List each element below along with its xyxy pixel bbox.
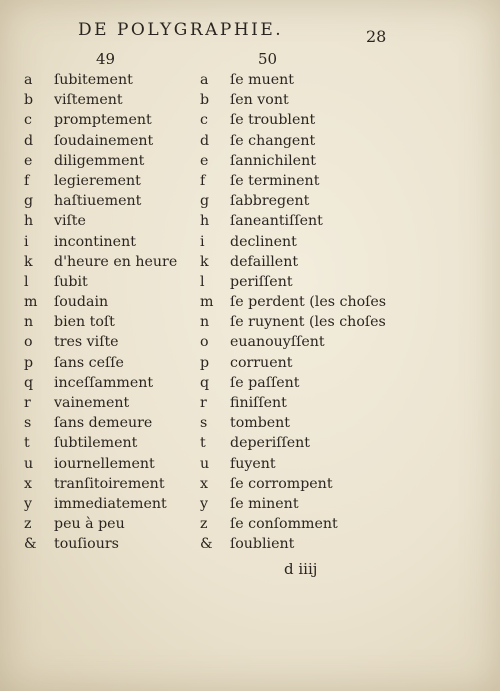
cipher-word: tranſitoirement bbox=[54, 475, 165, 492]
cipher-letter: i bbox=[200, 233, 205, 250]
list-item bbox=[200, 534, 380, 554]
cipher-letter: h bbox=[200, 213, 210, 230]
list-item bbox=[24, 454, 204, 474]
cipher-letter: m bbox=[24, 294, 38, 311]
cipher-word: deperiſſent bbox=[230, 435, 311, 452]
running-title: DE POLYGRAPHIE. bbox=[78, 20, 284, 40]
cipher-letter: p bbox=[200, 354, 210, 371]
cipher-word: ſoudainement bbox=[54, 132, 154, 149]
cipher-word: ſannichilent bbox=[230, 152, 316, 169]
cipher-word: ſans ceſſe bbox=[54, 354, 124, 371]
cipher-word: viſtement bbox=[54, 92, 123, 109]
list-item bbox=[24, 433, 204, 453]
word-column-left bbox=[24, 70, 204, 555]
list-item bbox=[24, 353, 204, 373]
cipher-word: ſe conſomment bbox=[230, 516, 338, 533]
cipher-letter: m bbox=[200, 294, 214, 311]
cipher-word: periſſent bbox=[230, 273, 293, 290]
column-number-right: 50 bbox=[258, 50, 278, 68]
list-item bbox=[200, 110, 380, 130]
cipher-letter: t bbox=[24, 435, 30, 452]
cipher-letter: s bbox=[200, 415, 208, 432]
list-item bbox=[24, 413, 204, 433]
cipher-letter: r bbox=[24, 395, 31, 411]
cipher-word: ſe muent bbox=[230, 72, 294, 88]
cipher-letter: o bbox=[24, 334, 33, 351]
cipher-word: tres viſte bbox=[54, 334, 119, 351]
list-item bbox=[200, 454, 380, 474]
list-item bbox=[24, 252, 204, 272]
list-item bbox=[200, 191, 380, 211]
cipher-letter: f bbox=[200, 172, 206, 189]
cipher-letter: k bbox=[24, 253, 33, 270]
cipher-word: ſe minent bbox=[230, 495, 299, 512]
cipher-letter: r bbox=[200, 395, 207, 411]
cipher-word: corruent bbox=[230, 354, 293, 371]
cipher-letter: g bbox=[200, 193, 210, 210]
cipher-word: iournellement bbox=[54, 455, 155, 472]
list-item bbox=[24, 151, 204, 171]
cipher-letter: d bbox=[24, 132, 34, 149]
cipher-word: ſe paſſent bbox=[230, 374, 300, 391]
cipher-letter: x bbox=[200, 475, 209, 492]
cipher-word: d'heure en heure bbox=[54, 253, 178, 270]
cipher-letter: c bbox=[200, 112, 208, 129]
cipher-letter: u bbox=[200, 455, 210, 472]
cipher-word: ſen vont bbox=[230, 92, 289, 109]
cipher-letter: n bbox=[24, 314, 34, 331]
list-item bbox=[200, 252, 380, 272]
list-item bbox=[24, 474, 204, 494]
list-item bbox=[200, 413, 380, 433]
cipher-word: peu à peu bbox=[54, 516, 125, 533]
cipher-word: finiſſent bbox=[230, 395, 287, 411]
list-item bbox=[24, 312, 204, 332]
signature-mark: d iiij bbox=[284, 560, 318, 578]
cipher-letter: u bbox=[24, 455, 34, 472]
cipher-letter: q bbox=[24, 374, 34, 391]
list-item bbox=[24, 272, 204, 292]
list-item bbox=[200, 70, 380, 90]
list-item bbox=[200, 272, 380, 292]
list-item bbox=[200, 131, 380, 151]
cipher-word: incontinent bbox=[54, 233, 136, 250]
cipher-letter: h bbox=[24, 213, 34, 230]
cipher-word: bien toſt bbox=[54, 314, 115, 331]
cipher-letter: y bbox=[24, 495, 33, 512]
list-item bbox=[200, 393, 380, 413]
cipher-letter: a bbox=[24, 72, 33, 88]
cipher-letter: i bbox=[24, 233, 29, 250]
cipher-letter: x bbox=[24, 475, 33, 492]
list-item bbox=[24, 90, 204, 110]
cipher-word: ſabbregent bbox=[230, 193, 310, 210]
cipher-letter: c bbox=[24, 112, 32, 129]
cipher-letter: f bbox=[24, 172, 30, 189]
cipher-letter: e bbox=[200, 152, 209, 169]
cipher-letter: l bbox=[24, 273, 29, 290]
cipher-word: viſte bbox=[54, 213, 86, 230]
list-item bbox=[200, 373, 380, 393]
column-number-left: 49 bbox=[96, 50, 116, 68]
list-item bbox=[24, 110, 204, 130]
cipher-word: ſoudain bbox=[54, 294, 109, 311]
cipher-letter: l bbox=[200, 273, 205, 290]
list-item bbox=[24, 131, 204, 151]
cipher-word: ſubit bbox=[54, 273, 88, 290]
list-item bbox=[200, 232, 380, 252]
list-item bbox=[24, 70, 204, 90]
cipher-word: ſe corrompent bbox=[230, 475, 333, 492]
cipher-letter: g bbox=[24, 193, 34, 210]
list-item bbox=[200, 312, 386, 332]
cipher-letter: a bbox=[200, 72, 209, 88]
cipher-word: ſe changent bbox=[230, 132, 316, 149]
cipher-letter: k bbox=[200, 253, 209, 270]
list-item bbox=[24, 393, 204, 413]
cipher-letter: p bbox=[24, 354, 34, 371]
list-item bbox=[24, 171, 204, 191]
cipher-word: ſe perdent (les choſes bbox=[230, 294, 387, 311]
cipher-word: ſe ruynent (les choſes bbox=[230, 314, 386, 331]
list-item bbox=[24, 373, 204, 393]
list-item bbox=[200, 474, 380, 494]
list-item bbox=[200, 494, 380, 514]
cipher-word: defaillent bbox=[230, 253, 299, 270]
cipher-letter: e bbox=[24, 152, 33, 169]
list-item bbox=[24, 534, 204, 554]
cipher-letter: z bbox=[24, 516, 32, 533]
word-column-right bbox=[200, 70, 387, 555]
list-item bbox=[24, 211, 204, 231]
cipher-word: ſe terminent bbox=[230, 172, 320, 189]
list-item bbox=[200, 292, 387, 312]
cipher-word: haſtiuement bbox=[54, 193, 142, 210]
cipher-letter: y bbox=[200, 495, 209, 512]
cipher-letter: & bbox=[24, 536, 37, 553]
list-item bbox=[24, 292, 204, 312]
list-item bbox=[200, 353, 380, 373]
list-item bbox=[200, 514, 380, 534]
cipher-word: inceſſamment bbox=[54, 374, 154, 391]
cipher-letter: & bbox=[200, 536, 213, 553]
cipher-word: declinent bbox=[230, 233, 297, 250]
list-item bbox=[24, 191, 204, 211]
cipher-word: tombent bbox=[230, 415, 291, 432]
cipher-letter: b bbox=[200, 92, 210, 109]
cipher-letter: o bbox=[200, 334, 209, 351]
cipher-word: ſe troublent bbox=[230, 112, 316, 129]
list-item bbox=[200, 90, 380, 110]
cipher-word: fuyent bbox=[230, 455, 276, 472]
cipher-letter: z bbox=[200, 516, 208, 533]
list-item bbox=[200, 151, 380, 171]
list-item bbox=[200, 171, 380, 191]
list-item bbox=[200, 211, 380, 231]
cipher-word: ſaneantiſſent bbox=[230, 213, 323, 230]
cipher-letter: b bbox=[24, 92, 34, 109]
cipher-word: vainement bbox=[54, 395, 130, 411]
cipher-word: ſans demeure bbox=[54, 415, 153, 432]
cipher-word: ſubitement bbox=[54, 72, 133, 88]
cipher-letter: d bbox=[200, 132, 210, 149]
list-item bbox=[24, 232, 204, 252]
cipher-letter: q bbox=[200, 374, 210, 391]
cipher-word: legierement bbox=[54, 172, 141, 189]
cipher-word: ſoublient bbox=[230, 536, 295, 553]
list-item bbox=[24, 332, 204, 352]
cipher-word: euanouyſſent bbox=[230, 334, 325, 351]
page-number: 28 bbox=[366, 27, 387, 46]
cipher-word: ſubtilement bbox=[54, 435, 138, 452]
cipher-word: diligemment bbox=[54, 152, 145, 169]
cipher-letter: t bbox=[200, 435, 206, 452]
list-item bbox=[200, 433, 380, 453]
cipher-word: promptement bbox=[54, 112, 152, 129]
list-item bbox=[24, 514, 204, 534]
cipher-letter: n bbox=[200, 314, 210, 331]
cipher-word: touſiours bbox=[54, 536, 119, 553]
cipher-word: immediatement bbox=[54, 495, 167, 512]
list-item bbox=[24, 494, 204, 514]
list-item bbox=[200, 332, 380, 352]
cipher-letter: s bbox=[24, 415, 32, 432]
